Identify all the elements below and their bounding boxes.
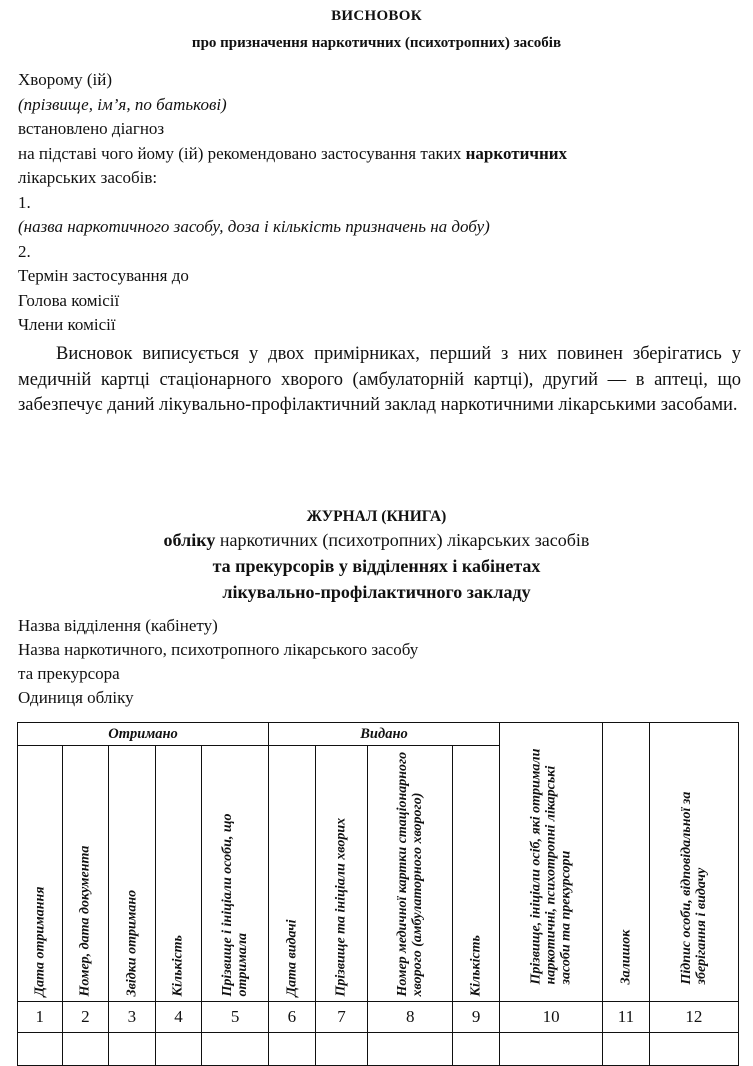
journal-table [17, 722, 739, 1066]
item-1: 1. [18, 192, 31, 212]
col-number: 11 [603, 1002, 650, 1033]
empty-row [18, 1033, 739, 1066]
recommend-bold: наркотичних [465, 143, 568, 163]
recommend-line [18, 142, 743, 167]
header-receiver: Прізвище і ініціали особи, що отримала [202, 746, 269, 1002]
header-document: Номер, дата документа [62, 746, 109, 1002]
journal-subtitle-3: лікувально-профілактичного закладу [222, 582, 531, 602]
journal-subtitle-1-bold: обліку [163, 530, 216, 550]
col-number: 4 [155, 1002, 202, 1033]
empty-cell [603, 1033, 650, 1066]
item-hint: (назва наркотичного засобу, доза і кількість призначень на добу) [18, 217, 490, 236]
header-receipt-date: Дата отримання [18, 746, 63, 1002]
field-drug: Назва наркотичного, психотропного лікарського засобу [18, 640, 419, 659]
header-balance: Залишок [603, 723, 650, 1002]
col-number: 6 [269, 1002, 316, 1033]
head-line: Голова комісії [18, 290, 120, 310]
header-patients: Прізвище та ініціали хворих [315, 746, 368, 1002]
empty-cell [368, 1033, 453, 1066]
term-line: Термін застосування до [18, 266, 189, 285]
instruction-paragraph: Висновок виписується у двох примірниках, перший з них повинен зберігатись у медичній картці стаціонарного хворого (амбулаторній картці), другий — в аптеці, що забезпечує даний лікувально-профілактичний заклад наркотичними лікарськими засобами. [18, 344, 741, 415]
item-2: 2. [18, 241, 31, 261]
conclusion-subtitle: про призначення наркотичних (психотропних) засобів [191, 35, 562, 51]
col-number: 10 [499, 1002, 602, 1033]
col-number: 1 [18, 1002, 63, 1033]
number-row [18, 1002, 739, 1033]
group-issued: Видано [269, 723, 500, 746]
col-number: 5 [202, 1002, 269, 1033]
empty-cell [269, 1033, 316, 1066]
header-issue-date: Дата видачі [269, 746, 316, 1002]
journal-subtitle-2: та прекурсорів у відділеннях і кабінетах [212, 556, 541, 576]
group-received: Отримано [18, 723, 269, 746]
journal-title: ЖУРНАЛ (КНИГА) [306, 508, 447, 525]
empty-cell [453, 1033, 500, 1066]
members-line: Члени комісії [18, 315, 116, 334]
header-source: Звідки отримано [109, 746, 156, 1002]
journal-fields [18, 614, 418, 710]
empty-cell [109, 1033, 156, 1066]
col-number: 8 [368, 1002, 453, 1033]
header-recipients: Прізвище, ініціали осіб, які отримали наркотичні, психотропні лікарські засоби та прекурсори [499, 723, 602, 1002]
header-signature: Підпис особи, відповідальної за зберігання і видачу [649, 723, 738, 1002]
conclusion-title: ВИСНОВОК [331, 8, 422, 24]
journal-subtitle-1 [0, 530, 753, 551]
field-unit: Одиниця обліку [18, 688, 134, 707]
patient-hint: (прізвище, ім’я, по батькові) [18, 94, 227, 114]
patient-line: Хворому (ій) [18, 70, 113, 89]
diagnosis-line: встановлено діагноз [18, 119, 165, 138]
recommend-line-2: лікарських засобів: [18, 168, 158, 187]
empty-cell [62, 1033, 109, 1066]
header-card-number: Номер медичної картки стаціонарного хворого (амбулаторного хворого) [368, 746, 453, 1002]
conclusion-form [18, 68, 743, 338]
col-number: 3 [109, 1002, 156, 1033]
empty-cell [18, 1033, 63, 1066]
col-number: 12 [649, 1002, 738, 1033]
empty-cell [155, 1033, 202, 1066]
empty-cell [649, 1033, 738, 1066]
journal-subtitle-1-rest: наркотичних (психотропних) лікарських засобів [215, 530, 590, 550]
header-quantity-received: Кількість [155, 746, 202, 1002]
field-drug-cont: та прекурсора [18, 664, 120, 683]
col-number: 2 [62, 1002, 109, 1033]
col-number: 7 [315, 1002, 368, 1033]
col-number: 9 [453, 1002, 500, 1033]
recommend-text: на підставі чого йому (ій) рекомендовано застосування таких [18, 143, 466, 163]
empty-cell [499, 1033, 602, 1066]
header-quantity-issued: Кількість [453, 746, 500, 1002]
empty-cell [315, 1033, 368, 1066]
field-department: Назва відділення (кабінету) [18, 616, 218, 635]
empty-cell [202, 1033, 269, 1066]
